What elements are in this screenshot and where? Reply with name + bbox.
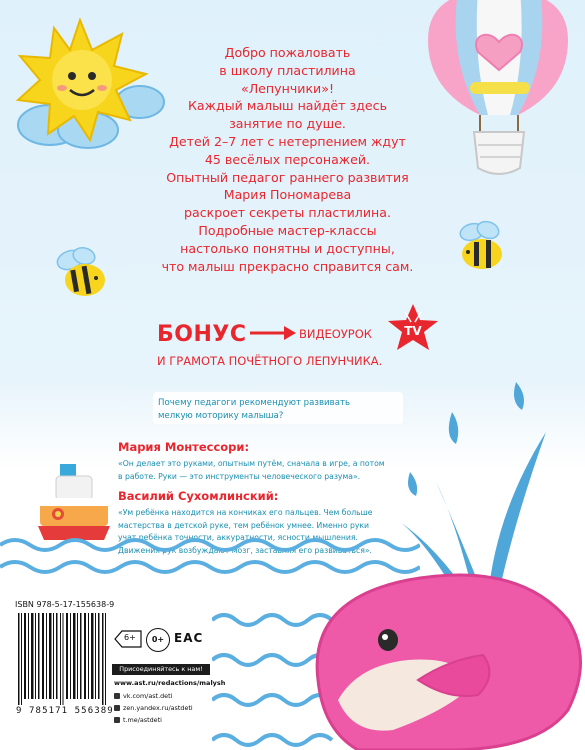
age-circle-text: 0+: [151, 635, 165, 644]
social-telegram-label: t.me/astdeti: [123, 716, 162, 724]
isbn-text: ISBN 978-5-17-155638-9: [15, 600, 115, 609]
tv-star-icon: [385, 302, 441, 352]
intro-line: «Лепунчики»!: [240, 80, 334, 96]
age-circle-badge: [146, 628, 170, 652]
age-badge-text: 6+: [124, 633, 136, 642]
bonus-certificate-text: И ГРАМОТА ПОЧЁТНОГО ЛЕПУНЧИКА.: [157, 354, 383, 368]
bonus-heading: БОНУС: [157, 322, 247, 347]
join-us-banner: Присоединяйтесь к нам!: [112, 664, 210, 675]
telegram-icon: [114, 717, 120, 723]
whale-illustration: [298, 560, 585, 750]
quote-author-montessori: Мария Монтессори:: [118, 440, 250, 454]
intro-line: Детей 2–7 лет с нетерпением ждут: [169, 133, 406, 149]
intro-line: Добро пожаловать: [224, 45, 351, 60]
quote-line: «Он делает это руками, опытным путём, сначала в игре, а потом: [118, 459, 385, 468]
question-line: Почему педагоги рекомендуют развивать: [158, 398, 351, 408]
quote-line: «Ум ребёнка находится на кончиках его пальцев. Чем больше: [118, 508, 373, 517]
intro-text: [110, 44, 465, 275]
quote-line: Движения рук возбуждают мозг, заставляя его развиваться».: [118, 545, 372, 555]
social-zen: [114, 704, 193, 712]
arrow-right-icon: [248, 322, 298, 342]
quote-line: в работе. Руки — это инструменты человеческого разума».: [118, 471, 361, 481]
zen-icon: [114, 705, 120, 711]
social-telegram: [114, 716, 162, 724]
eac-mark: EAC: [174, 631, 204, 645]
intro-line: Каждый малыш найдёт здесь: [187, 98, 387, 114]
vk-icon: [114, 693, 120, 699]
intro-line: 45 весёлых персонажей.: [204, 151, 371, 167]
barcode: [16, 613, 108, 705]
intro-line: раскроет секреты пластилина.: [184, 205, 391, 221]
social-vk-label: vk.com/ast.deti: [123, 692, 173, 700]
quote-line: учат ребёнка точности, аккуратности, ясности мышления.: [118, 533, 358, 542]
intro-line: Подробные мастер-классы: [198, 222, 377, 238]
intro-line: занятие по душе.: [229, 116, 346, 132]
ship-illustration: [34, 462, 114, 544]
age-rating-badge: [114, 630, 142, 648]
quote-author-sukhomlinsky: Василий Сухомлинский:: [118, 489, 279, 503]
social-zen-label: zen.yandex.ru/astdeti: [123, 704, 193, 712]
tv-label: TV: [404, 324, 422, 338]
bonus-video-label: ВИДЕОУРОК: [299, 327, 372, 341]
intro-line: настолько понятны и доступны,: [180, 240, 395, 256]
question-line: мелкую моторику малыша?: [158, 410, 284, 421]
intro-line: Опытный педагог раннего развития: [166, 169, 409, 185]
intro-line: Мария Пономарева: [223, 187, 352, 203]
intro-line: в школу пластилина: [219, 62, 356, 78]
intro-line: что малыш прекрасно справится сам.: [161, 258, 414, 274]
social-vk: [114, 692, 172, 700]
publisher-site: www.ast.ru/redactions/malysh: [114, 679, 226, 687]
quote-line: мастерства в детской руке, тем ребёнок умнее. Именно руки: [118, 520, 370, 530]
barcode-digits: 9 785171 556389: [16, 706, 114, 716]
quote-text-montessori: [118, 458, 385, 483]
